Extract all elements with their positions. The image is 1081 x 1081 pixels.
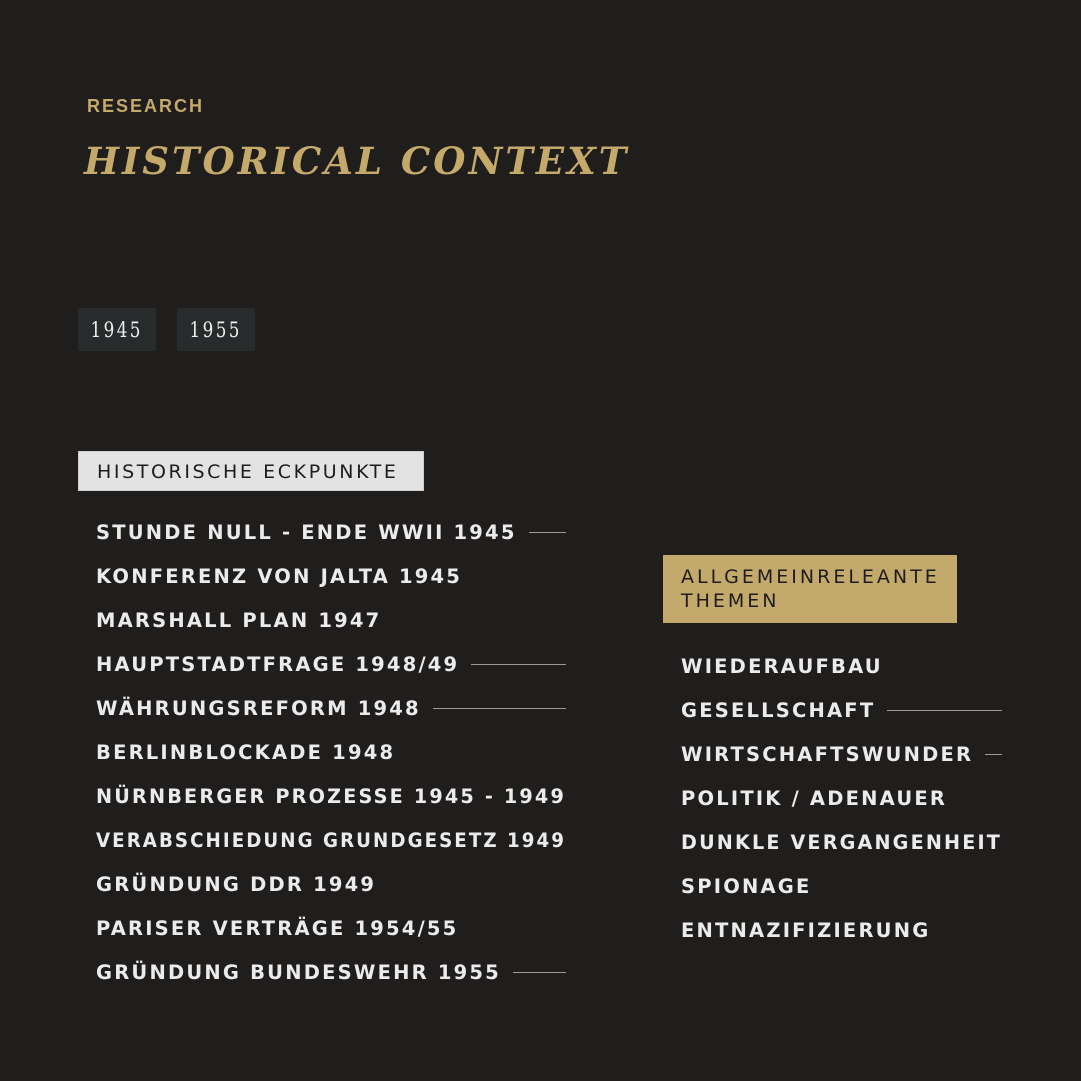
topics-label: ALLGEMEINRELEANTE THEMEN [663, 555, 957, 623]
section-eyebrow: RESEARCH [87, 96, 205, 116]
list-item [681, 864, 1003, 908]
list-item-text: WÄHRUNGSREFORM 1948 [96, 696, 421, 720]
year-start-label: 1945 [90, 317, 144, 342]
list-item [96, 598, 566, 642]
list-item-text: MARSHALL PLAN 1947 [96, 608, 382, 632]
list-item [96, 510, 566, 554]
list-item-text: DUNKLE VERGANGENHEIT [681, 830, 1002, 854]
list-item [96, 730, 566, 774]
list-item-text: GRÜNDUNG BUNDESWEHR 1955 [96, 960, 501, 984]
year-chip-end [177, 308, 255, 351]
divider-line [513, 972, 566, 973]
list-item-text: ENTNAZIFIZIERUNG [681, 918, 931, 942]
list-item-text: HAUPTSTADTFRAGE 1948/49 [96, 652, 460, 676]
list-item-text: NÜRNBERGER PROZESSE 1945 - 1949 [96, 784, 566, 808]
list-item-text: PARISER VERTRÄGE 1954/55 [96, 916, 459, 940]
list-item [96, 950, 566, 994]
list-item [681, 732, 1003, 776]
list-item-text: VERABSCHIEDUNG GRUNDGESETZ 1949 [96, 828, 566, 852]
list-item [681, 820, 1003, 864]
list-item [96, 818, 566, 862]
list-item-text: WIEDERAUFBAU [681, 654, 883, 678]
divider-line [529, 532, 566, 533]
list-item [681, 908, 1003, 952]
list-item [96, 906, 566, 950]
list-item [96, 642, 566, 686]
list-item-text: STUNDE NULL - ENDE WWII 1945 [96, 520, 517, 544]
list-item [96, 862, 566, 906]
list-item [681, 644, 1003, 688]
divider-line [985, 754, 1002, 755]
divider-line [887, 710, 1002, 711]
milestones-label: HISTORISCHE ECKPUNKTE [78, 451, 424, 491]
list-item [681, 688, 1003, 732]
year-end-label: 1955 [189, 317, 243, 342]
list-item [96, 686, 566, 730]
divider-line [433, 708, 566, 709]
page-title: HISTORICAL CONTEXT [84, 139, 630, 183]
year-chip-start [78, 308, 156, 351]
milestones-list [96, 510, 566, 994]
list-item [681, 776, 1003, 820]
list-item-text: BERLINBLOCKADE 1948 [96, 740, 396, 764]
list-item [96, 554, 566, 598]
list-item-text: KONFERENZ VON JALTA 1945 [96, 564, 463, 588]
list-item-text: POLITIK / ADENAUER [681, 786, 948, 810]
list-item [96, 774, 566, 818]
list-item-text: GRÜNDUNG DDR 1949 [96, 872, 377, 896]
list-item-text: SPIONAGE [681, 874, 812, 898]
topics-list [681, 644, 1003, 952]
list-item-text: GESELLSCHAFT [681, 698, 876, 722]
list-item-text: WIRTSCHAFTSWUNDER [681, 742, 974, 766]
divider-line [471, 664, 566, 665]
